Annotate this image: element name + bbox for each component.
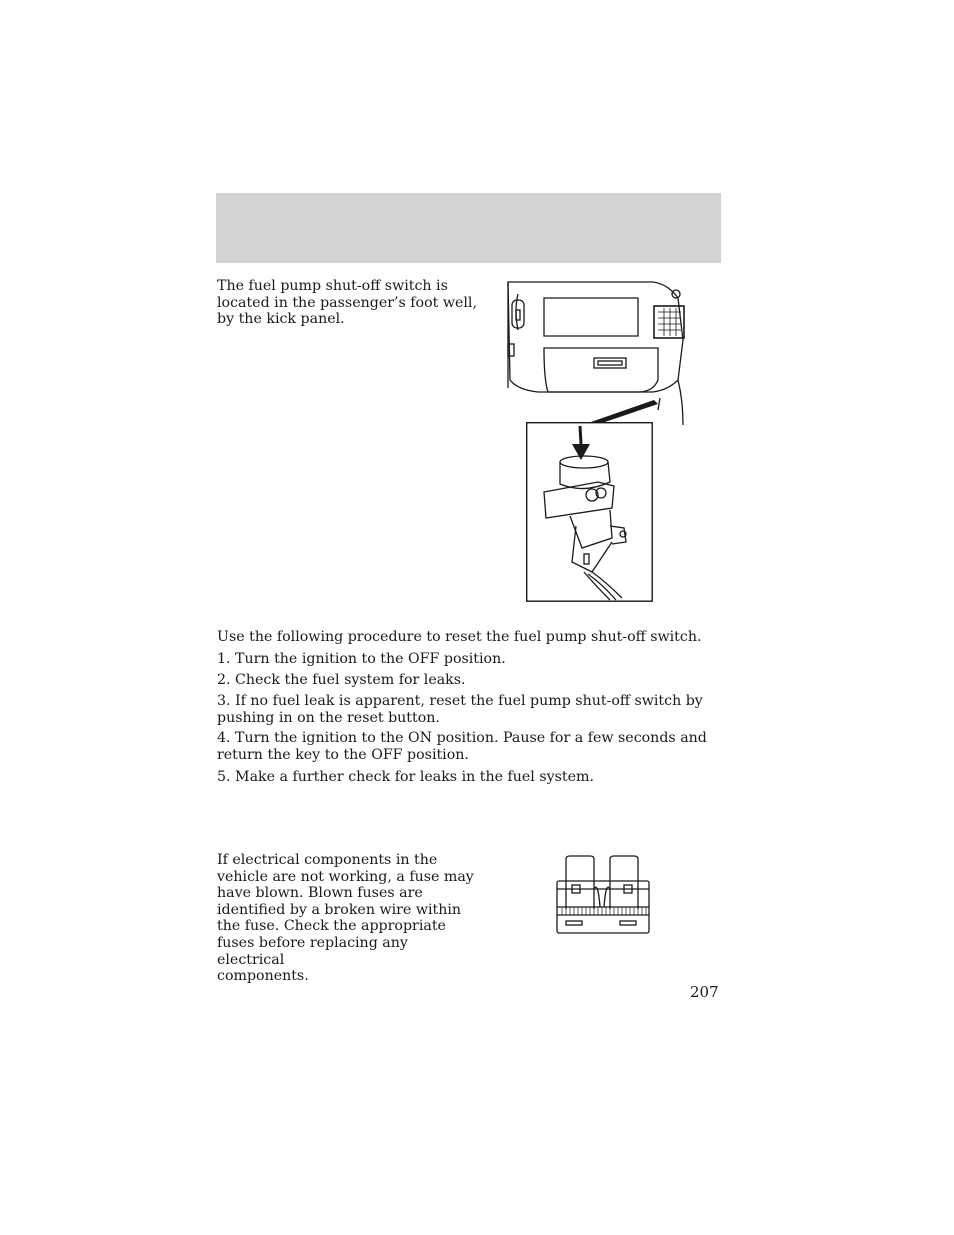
intro-line: located in the passenger’s foot well, [217,294,477,311]
procedure-step-2: 2. Check the fuel system for leaks. [217,672,466,688]
fuses-line: components. [217,968,309,985]
procedure-step-3-line: 3. If no fuel leak is apparent, reset the fuel pump shut-off switch by [217,693,703,709]
fuses-line: fuses before replacing any electrical [217,934,408,968]
intro-paragraph [217,278,477,328]
fuse-illustration [556,855,650,935]
intro-line: The fuel pump shut-off switch is [217,278,448,294]
procedure-step-4-line: 4. Turn the ignition to the ON position. Pause for a few seconds and [217,730,707,746]
intro-line: by the kick panel. [217,311,345,328]
fuel-pump-switch-illustration [526,422,654,603]
section-header-band [216,193,721,263]
fuses-line: have blown. Blown fuses are [217,885,423,902]
fuses-paragraph [217,852,479,985]
procedure-step-3-line: pushing in on the reset button. [217,709,440,726]
procedure-step-4 [217,730,717,763]
procedure-step-5: 5. Make a further check for leaks in the fuel system. [217,769,594,785]
kick-panel-illustration [478,280,698,430]
fuses-line: identified by a broken wire within [217,901,462,918]
procedure-lead: Use the following procedure to reset the fuel pump shut-off switch. [217,629,702,645]
fuses-line: vehicle are not working, a fuse may [217,868,474,885]
procedure-step-1: 1. Turn the ignition to the OFF position. [217,651,506,667]
fuses-line: the fuse. Check the appropriate [217,918,446,935]
page-number: 207 [690,983,719,1001]
procedure-step-4-line: return the key to the OFF position. [217,746,469,763]
procedure-step-3 [217,693,717,726]
fuses-line: If electrical components in the [217,852,438,868]
